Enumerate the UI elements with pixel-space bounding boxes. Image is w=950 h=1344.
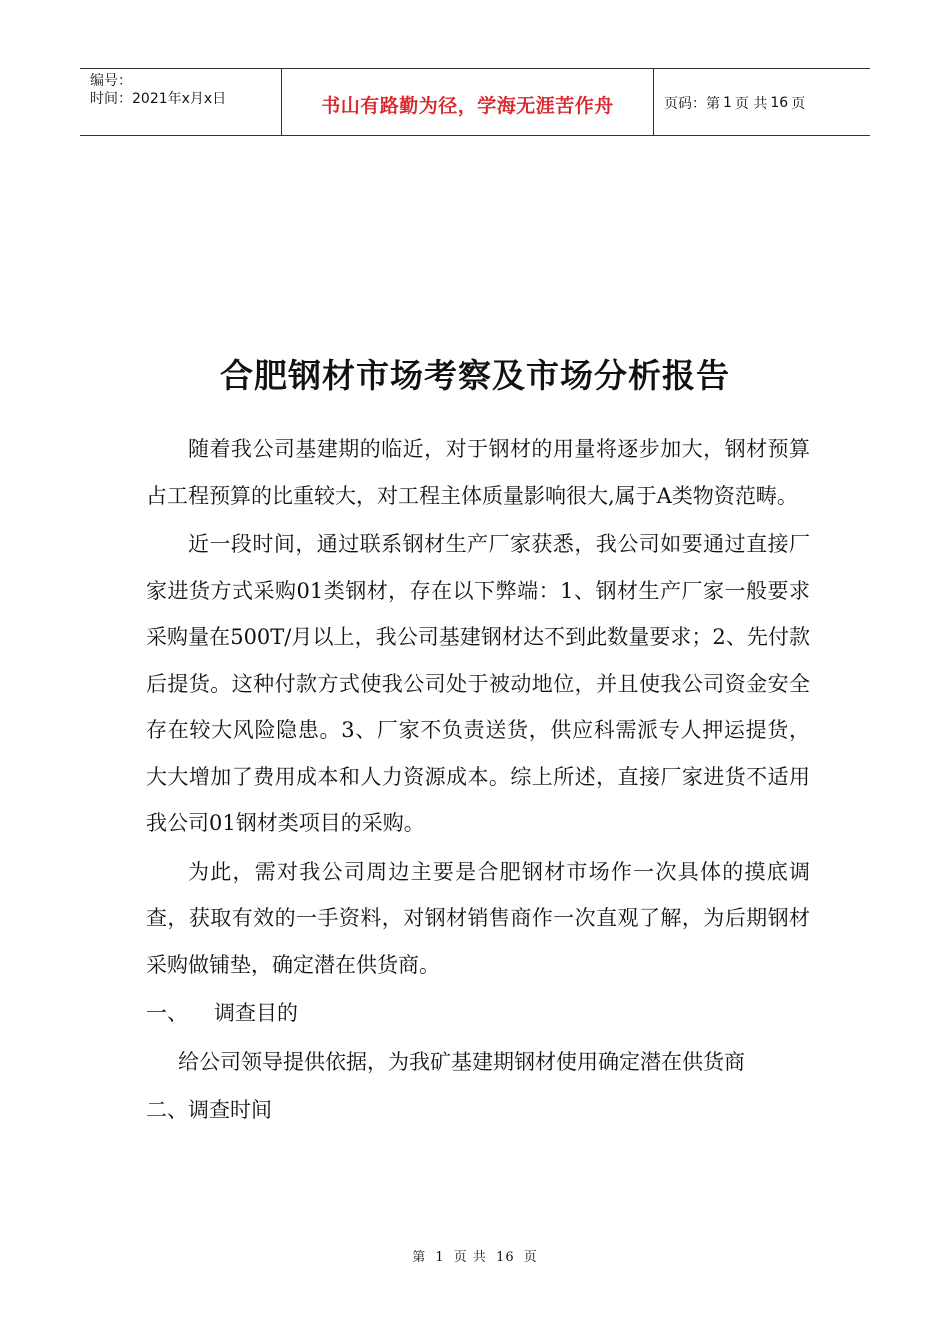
footer-page-number: 1 xyxy=(435,1250,445,1265)
section-1-text: 给公司领导提供依据，为我矿基建期钢材使用确定潜在供货商 xyxy=(178,1049,745,1074)
paragraph-intro: 随着我公司基建期的临近，对于钢材的用量将逐步加大，钢材预算占工程预算的比重较大，对工程主体质量影响很大,属于A类物资范畴。 xyxy=(146,437,810,508)
page-mid: 页 共 xyxy=(734,96,768,112)
header-motto: 书山有路勤为径，学海无涯苦作舟 xyxy=(282,69,654,135)
paragraph-issues: 近一段时间，通过联系钢材生产厂家获悉，我公司如要通过直接厂家进货方式采购01类钢材，存在以下弊端：1、钢材生产厂家一般要求采购量在500T/月以上，我公司基建钢材达不到此数量要求；2、先付款后提货。这种付款方式使我公司处于被动地位，并且使我公司资金安全存在较大风险隐患。3、厂家不负责送货，供应科需派专人押运提货，大大增加了费用成本和人力资源成本。综上所述，直接厂家进货不适用我公司01钢材类项目的采购。 xyxy=(146,532,810,835)
document-title: 合肥钢材市场考察及市场分析报告 xyxy=(220,356,730,395)
header-page-info xyxy=(654,69,870,135)
section-1-number: 一、 xyxy=(146,1001,188,1025)
page-suffix: 页 xyxy=(791,96,806,112)
page-footer xyxy=(0,1246,950,1265)
footer-page-total: 16 xyxy=(496,1250,515,1265)
section-heading-2: 二、调查时间 xyxy=(146,1098,272,1122)
paragraph-purpose: 为此，需对我公司周边主要是合肥钢材市场作一次具体的摸底调查，获取有效的一手资料，对钢材销售商作一次直观了解，为后期钢材采购做铺垫，确定潜在供货商。 xyxy=(146,859,810,977)
code-label: 编号： xyxy=(90,73,132,89)
time-label: 时间：2021年x月x日 xyxy=(90,91,227,107)
header-meta-cell xyxy=(80,69,282,135)
document-body xyxy=(146,426,810,1136)
footer-suffix: 页 xyxy=(523,1250,538,1265)
section-heading-1 xyxy=(146,990,810,1037)
page-header xyxy=(80,68,870,136)
footer-mid: 页 共 xyxy=(453,1250,487,1265)
page-number: 1 xyxy=(723,95,732,111)
footer-prefix: 第 xyxy=(412,1250,427,1265)
page-prefix: 页码：第 xyxy=(664,96,720,112)
section-1-title: 调查目的 xyxy=(214,1001,298,1025)
page-total: 16 xyxy=(770,95,789,111)
